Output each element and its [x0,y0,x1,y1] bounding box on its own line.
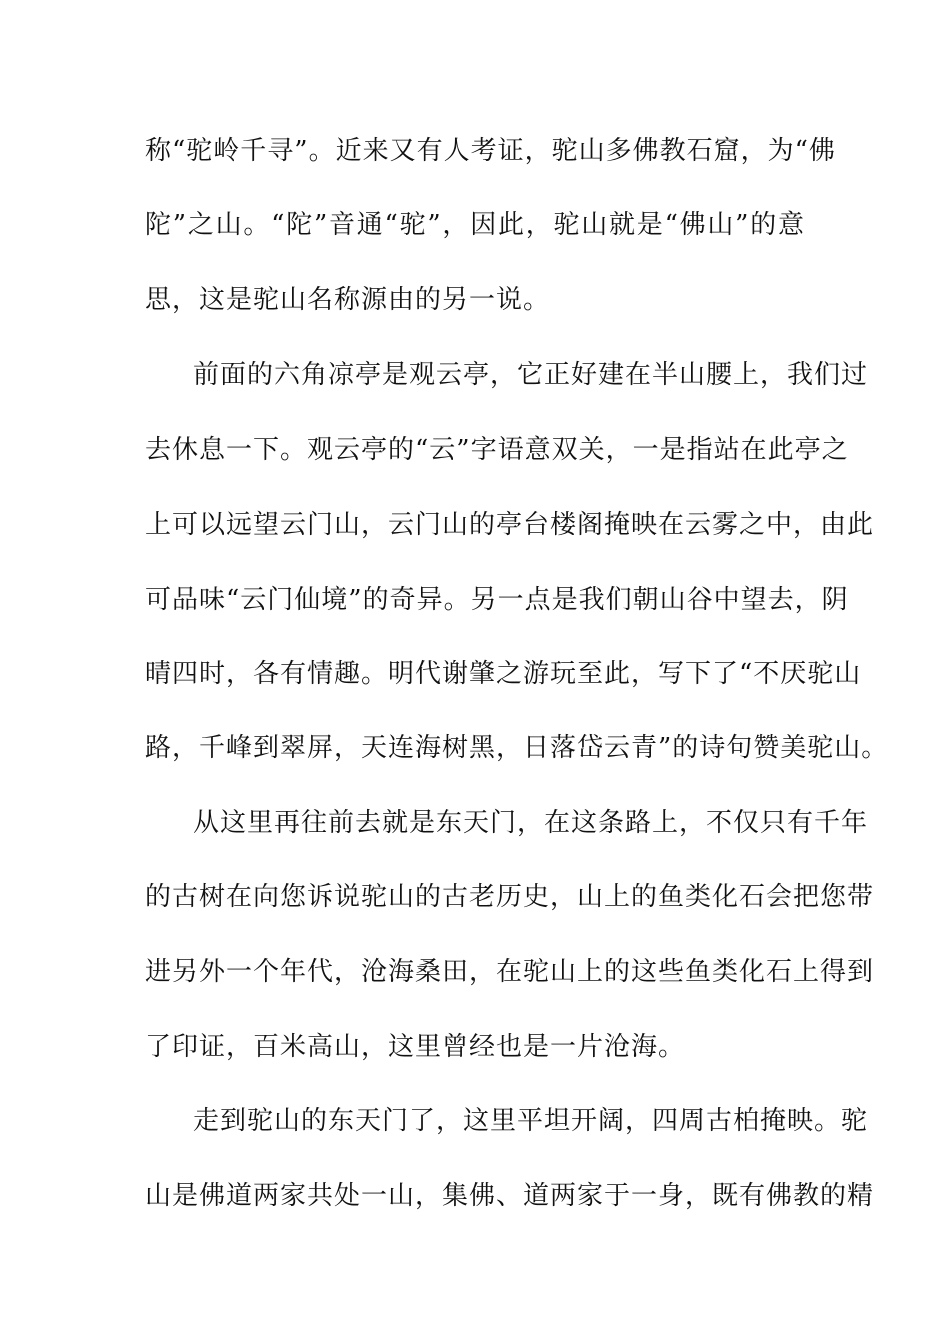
text-line: 从这里再往前去就是东天门，在这条路上，不仅只有千年 [193,808,869,838]
text-line: 可品味“云门仙境”的奇异。另一点是我们朝山谷中望去，阴 [145,585,849,615]
text-line: 了印证，百米高山，这里曾经也是一片沧海。 [145,1032,686,1062]
text-line: 晴四时，各有情趣。明代谢肇之游玩至此，写下了“不厌驼山 [145,659,862,689]
text-line: 陀”之山。“陀”音通“驼”，因此，驼山就是“佛山”的意 [145,210,805,240]
text-line: 路，千峰到翠屏，天连海树黑，日落岱云青”的诗句赞美驼山。 [145,733,889,763]
text-line: 的古树在向您诉说驼山的古老历史，山上的鱼类化石会把您带 [145,882,875,912]
text-line: 走到驼山的东天门了，这里平坦开阔，四周古柏掩映。驼 [193,1106,869,1136]
text-line: 前面的六角凉亭是观云亭，它正好建在半山腰上，我们过 [193,360,869,390]
text-line: 称“驼岭千寻”。近来又有人考证，驼山多佛教石窟，为“佛 [145,136,836,166]
text-line: 思，这是驼山名称源由的另一说。 [145,285,551,315]
text-line: 山是佛道两家共处一山，集佛、道两家于一身，既有佛教的精 [145,1181,875,1211]
text-line: 上可以远望云门山，云门山的亭台楼阁掩映在云雾之中，由此 [145,510,875,540]
text-line: 去休息一下。观云亭的“云”字语意双关，一是指站在此亭之 [145,435,849,465]
text-line: 进另外一个年代，沧海桑田，在驼山上的这些鱼类化石上得到 [145,957,875,987]
